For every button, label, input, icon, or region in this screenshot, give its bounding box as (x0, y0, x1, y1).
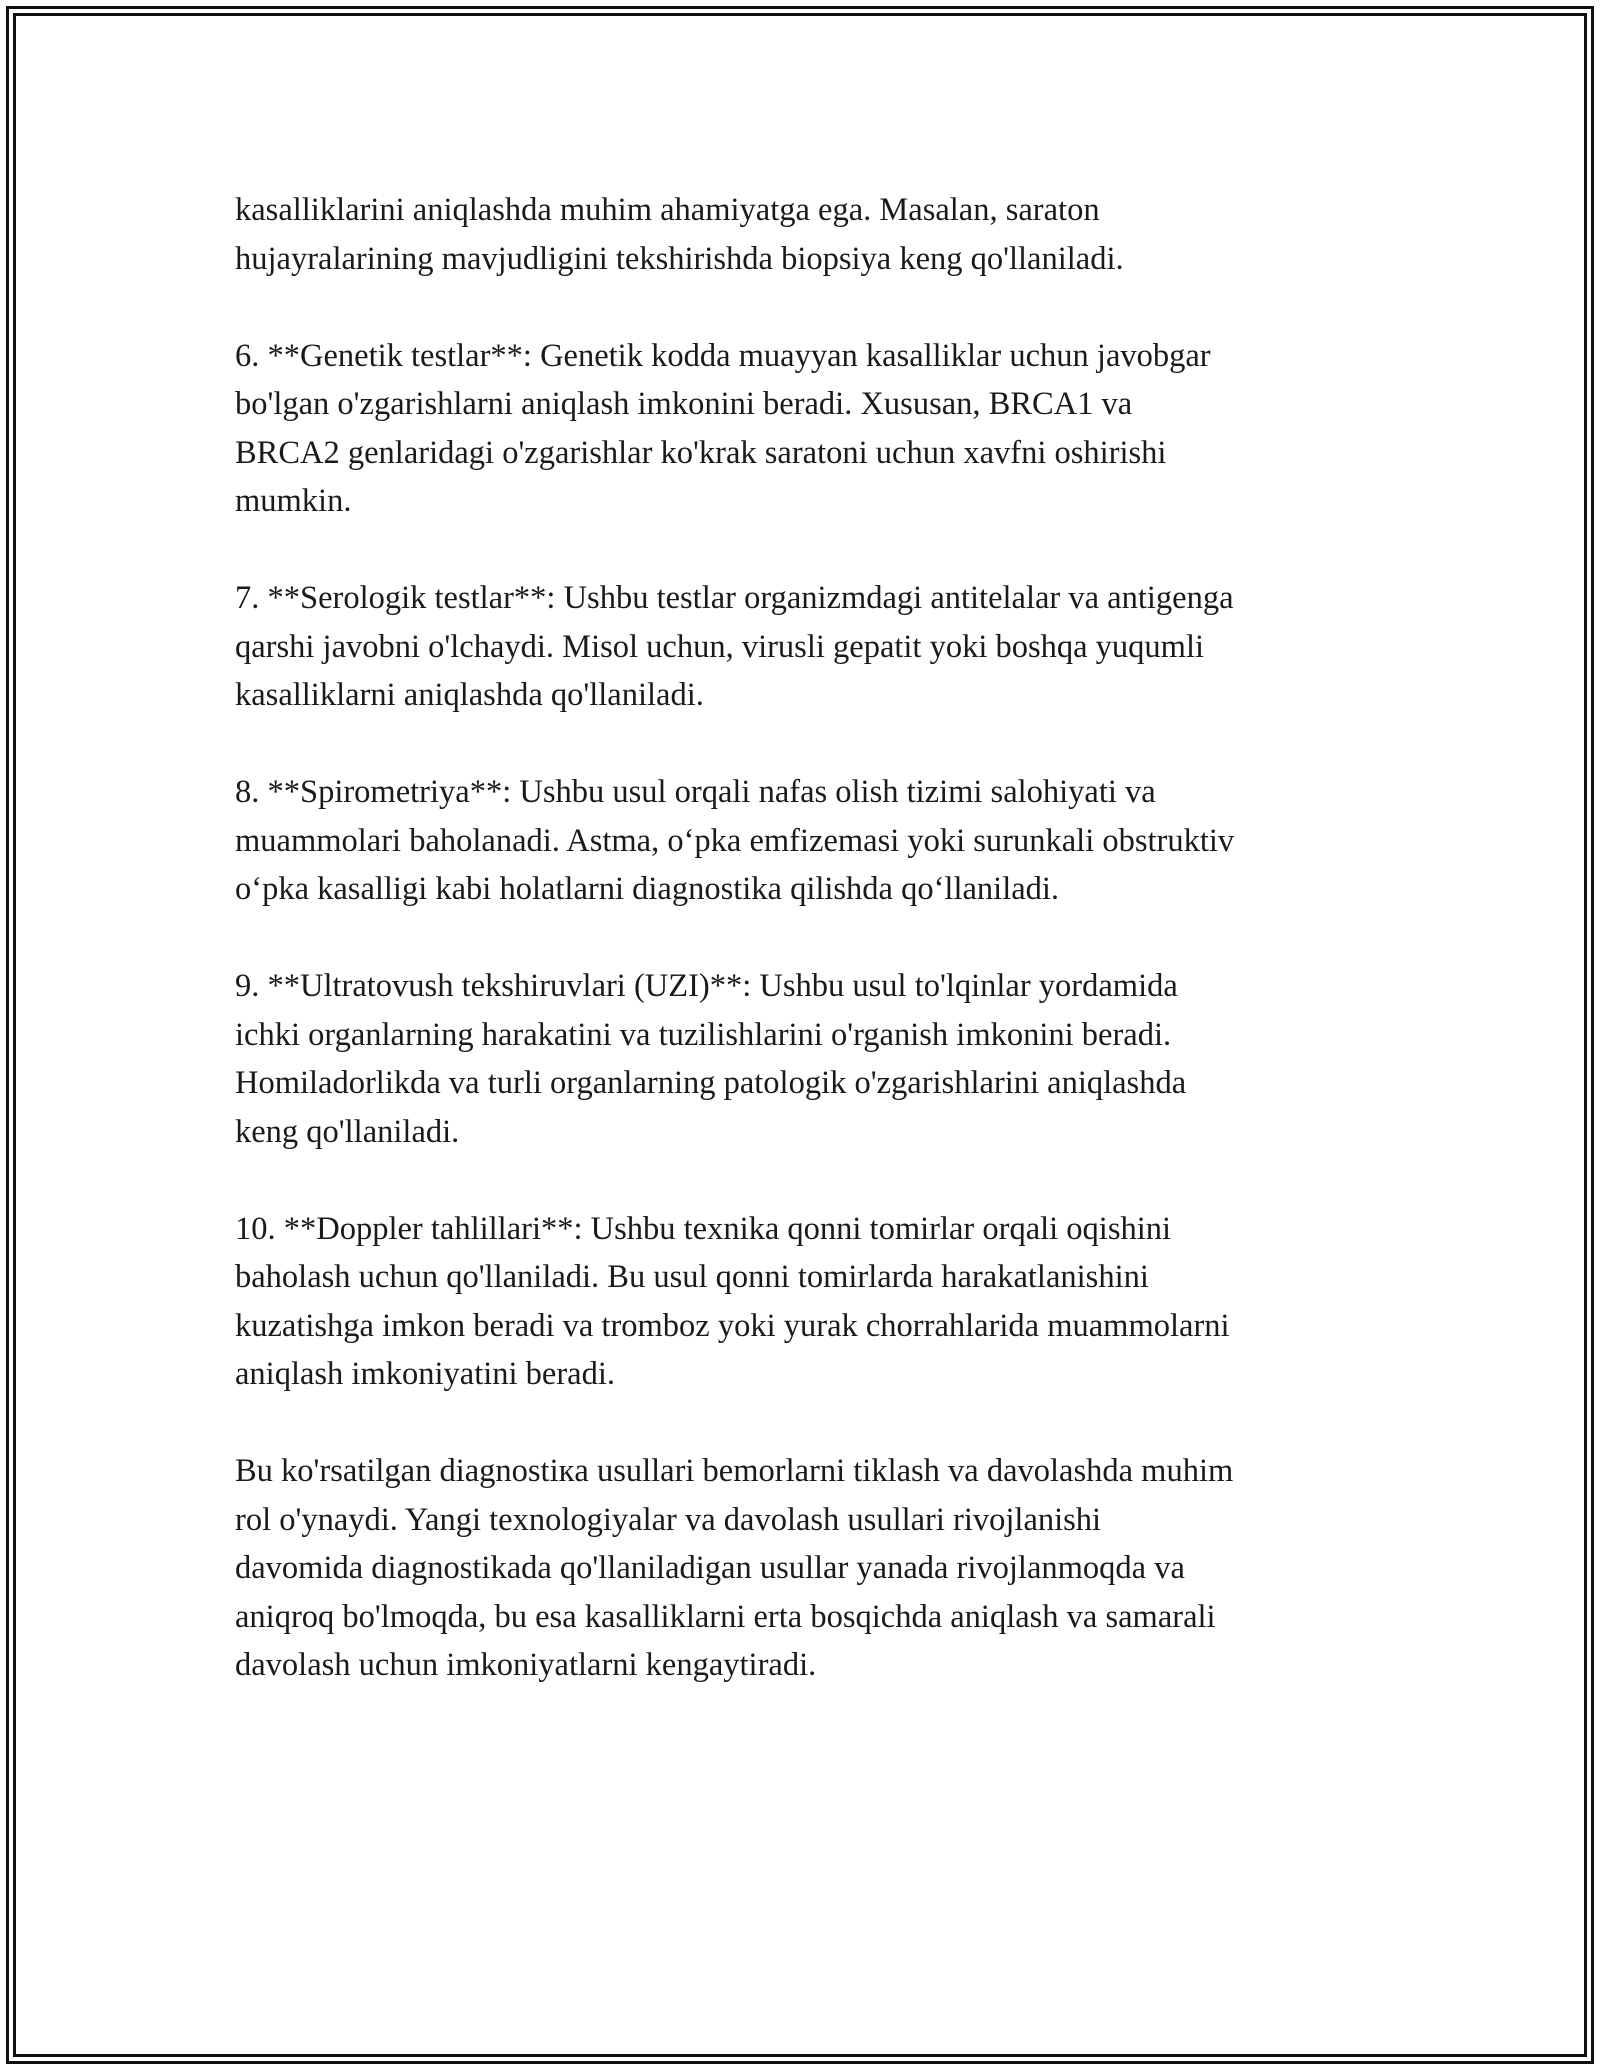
text-line: keng qo'llaniladi. (235, 1113, 460, 1150)
paragraph-genetic-tests (235, 332, 1375, 526)
paragraph-ultrasound (235, 962, 1375, 1156)
text-line: 10. **Doppler tahlillari**: Ushbu texnika qonni tomirlar orqali oqishini (235, 1210, 1172, 1247)
paragraph-spirometry (235, 768, 1375, 914)
text-line: 9. **Ultratovush tekshiruvlari (UZI)**: Ushbu usul to'lqinlar yordamida (235, 968, 1178, 1004)
paragraph-intro-continuation (235, 186, 1375, 283)
text-line: o‘pka kasalligi kabi holatlarni diagnostika qilishda qo‘llaniladi. (235, 871, 1060, 907)
text-line: qarshi javobni o'lchaydi. Misol uchun, virusli gepatit yoki boshqa yuqumli (235, 628, 1205, 665)
text-line: bo'lgan o'zgarishlarni aniqlash imkonini beradi. Xususan, BRCA1 va (235, 386, 1133, 422)
text-line: muammolari baholanadi. Astma, o‘pka emfizemasi yoki surunkali obstruktiv (235, 822, 1235, 859)
paragraph-doppler (235, 1205, 1375, 1399)
text-line: Bu ko'rsatilgan diagnostiкa usullari bemorlarni tiklash va davolashda muhim (235, 1453, 1234, 1489)
text-line: hujayralarining mavjudligini tekshirishda biopsiya keng qo'llaniladi. (235, 240, 1124, 277)
text-line: kuzatishga imkon beradi va tromboz yoki yurak chorrahlarida muammolarni (235, 1307, 1230, 1344)
text-line: aniqlash imkoniyatini beradi. (235, 1356, 615, 1392)
text-line: davolash uchun imkoniyatlarni kengaytiradi. (235, 1647, 817, 1683)
text-line: mumkin. (235, 483, 352, 519)
document-body (235, 186, 1375, 1738)
text-line: aniqroq bo'lmoqda, bu esa kasalliklarni erta bosqichda aniqlash va samarali (235, 1598, 1216, 1635)
text-line: 8. **Spirometriya**: Ushbu usul orqali nafas olish tizimi salohiyati va (235, 774, 1156, 810)
text-line: Homiladorlikda va turli organlarning patologik o'zgarishlarini aniqlashda (235, 1065, 1187, 1101)
text-line: kasalliklarini aniqlashda muhim ahamiyatga ega. Masalan, saraton (235, 192, 1100, 228)
paragraph-serologic-tests (235, 574, 1375, 720)
text-line: kasalliklarni aniqlashda qo'llaniladi. (235, 677, 704, 713)
text-line: rol o'ynaydi. Yangi texnologiyalar va davolash usullari rivojlanishi (235, 1501, 1102, 1538)
text-line: ichki organlarning harakatini va tuzilishlarini o'rganish imkonini beradi. (235, 1016, 1172, 1053)
text-line: davomida diagnostikada qo'llaniladigan usullar yanada rivojlanmoqda va (235, 1550, 1185, 1586)
text-line: BRCA2 genlaridagi o'zgarishlar ko'krak saratoni uchun xavfni oshirishi (235, 434, 1167, 471)
text-line: baholash uchun qo'llaniladi. Bu usul qonni tomirlarda harakatlanishini (235, 1259, 1149, 1295)
text-line: 7. **Serologik testlar**: Ushbu testlar organizmdagi antitelalar va antigenga (235, 580, 1234, 616)
paragraph-conclusion (235, 1447, 1375, 1690)
text-line: 6. **Genetik testlar**: Genetik kodda muayyan kasalliklar uchun javobgar (235, 337, 1211, 374)
